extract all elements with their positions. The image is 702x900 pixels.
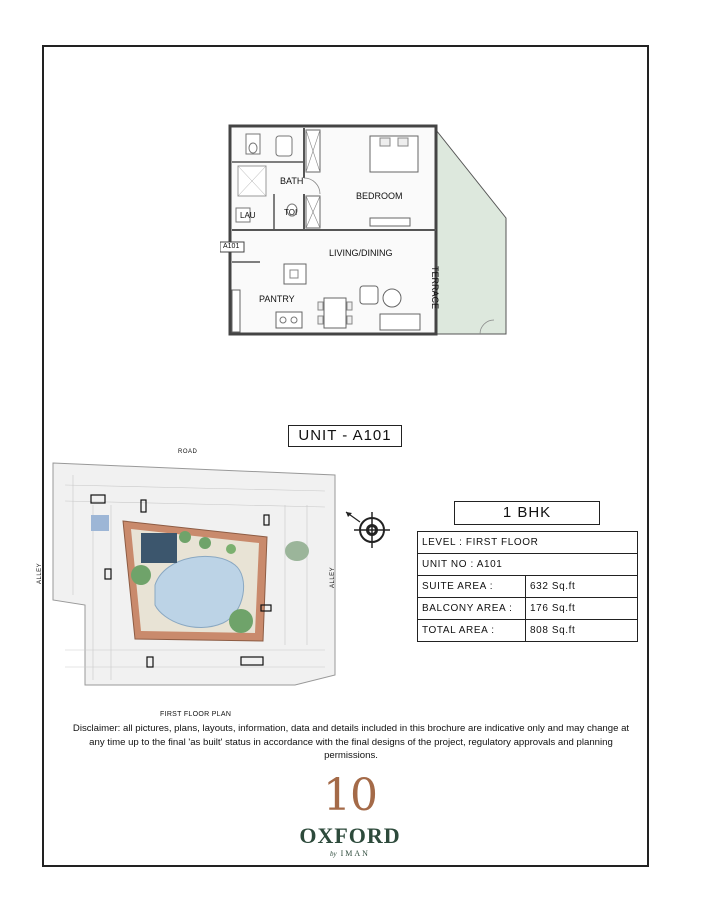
table-row: [418, 576, 638, 598]
table-row: [418, 620, 638, 642]
balcony-area-value: 176 Sq.ft: [526, 598, 638, 620]
unit-specs-table: [417, 531, 638, 642]
unit-no-cell: UNIT NO : A101: [418, 554, 638, 576]
table-row: [418, 554, 638, 576]
level-cell: LEVEL : FIRST FLOOR: [418, 532, 638, 554]
logo-byline: [300, 849, 400, 859]
suite-area-value: 632 Sq.ft: [526, 576, 638, 598]
alley-right-label: ALLEY: [330, 566, 336, 588]
room-label-terrace: TERRACE: [430, 266, 440, 310]
logo-number: 10: [323, 770, 377, 821]
room-label-bedroom: BEDROOM: [356, 191, 403, 201]
room-label-lau: LAU: [240, 211, 256, 220]
terrace-area: [436, 130, 506, 334]
suite-area-label: SUITE AREA :: [418, 576, 526, 598]
road-label: ROAD: [178, 449, 198, 455]
unit-title: UNIT - A101: [288, 425, 402, 447]
compass-icon: [340, 506, 394, 550]
disclaimer-text: Disclaimer: all pictures, plans, layouts, information, data and details included in this brochure are indicative only and may change at any time up to the final 'as built' status in accordance with the final designs of the project, regulatory approvals and planning permissions.: [72, 723, 630, 761]
logo-name: OXFORD: [299, 823, 401, 848]
unit-floor-plan: [220, 122, 510, 338]
water-feature: [141, 533, 177, 563]
table-row: [418, 532, 638, 554]
logo-by-word: by: [330, 850, 337, 858]
total-area-label: TOTAL AREA :: [418, 620, 526, 642]
room-label-living-dining: LIVING/DINING: [329, 248, 393, 258]
room-label-toi: TOI: [284, 208, 298, 217]
first-floor-plan-caption: FIRST FLOOR PLAN: [160, 711, 232, 718]
logo-brand: IMAN: [340, 849, 370, 858]
table-row: [418, 598, 638, 620]
room-label-bath: BATH: [280, 176, 304, 186]
total-area-value: 808 Sq.ft: [526, 620, 638, 642]
alley-left-label: ALLEY: [37, 562, 43, 584]
balcony-area-label: BALCONY AREA :: [418, 598, 526, 620]
unit-tag: A101: [223, 243, 240, 250]
bhk-label: 1 BHK: [454, 501, 600, 525]
room-label-pantry: PANTRY: [259, 294, 295, 304]
site-plan: [45, 445, 365, 720]
